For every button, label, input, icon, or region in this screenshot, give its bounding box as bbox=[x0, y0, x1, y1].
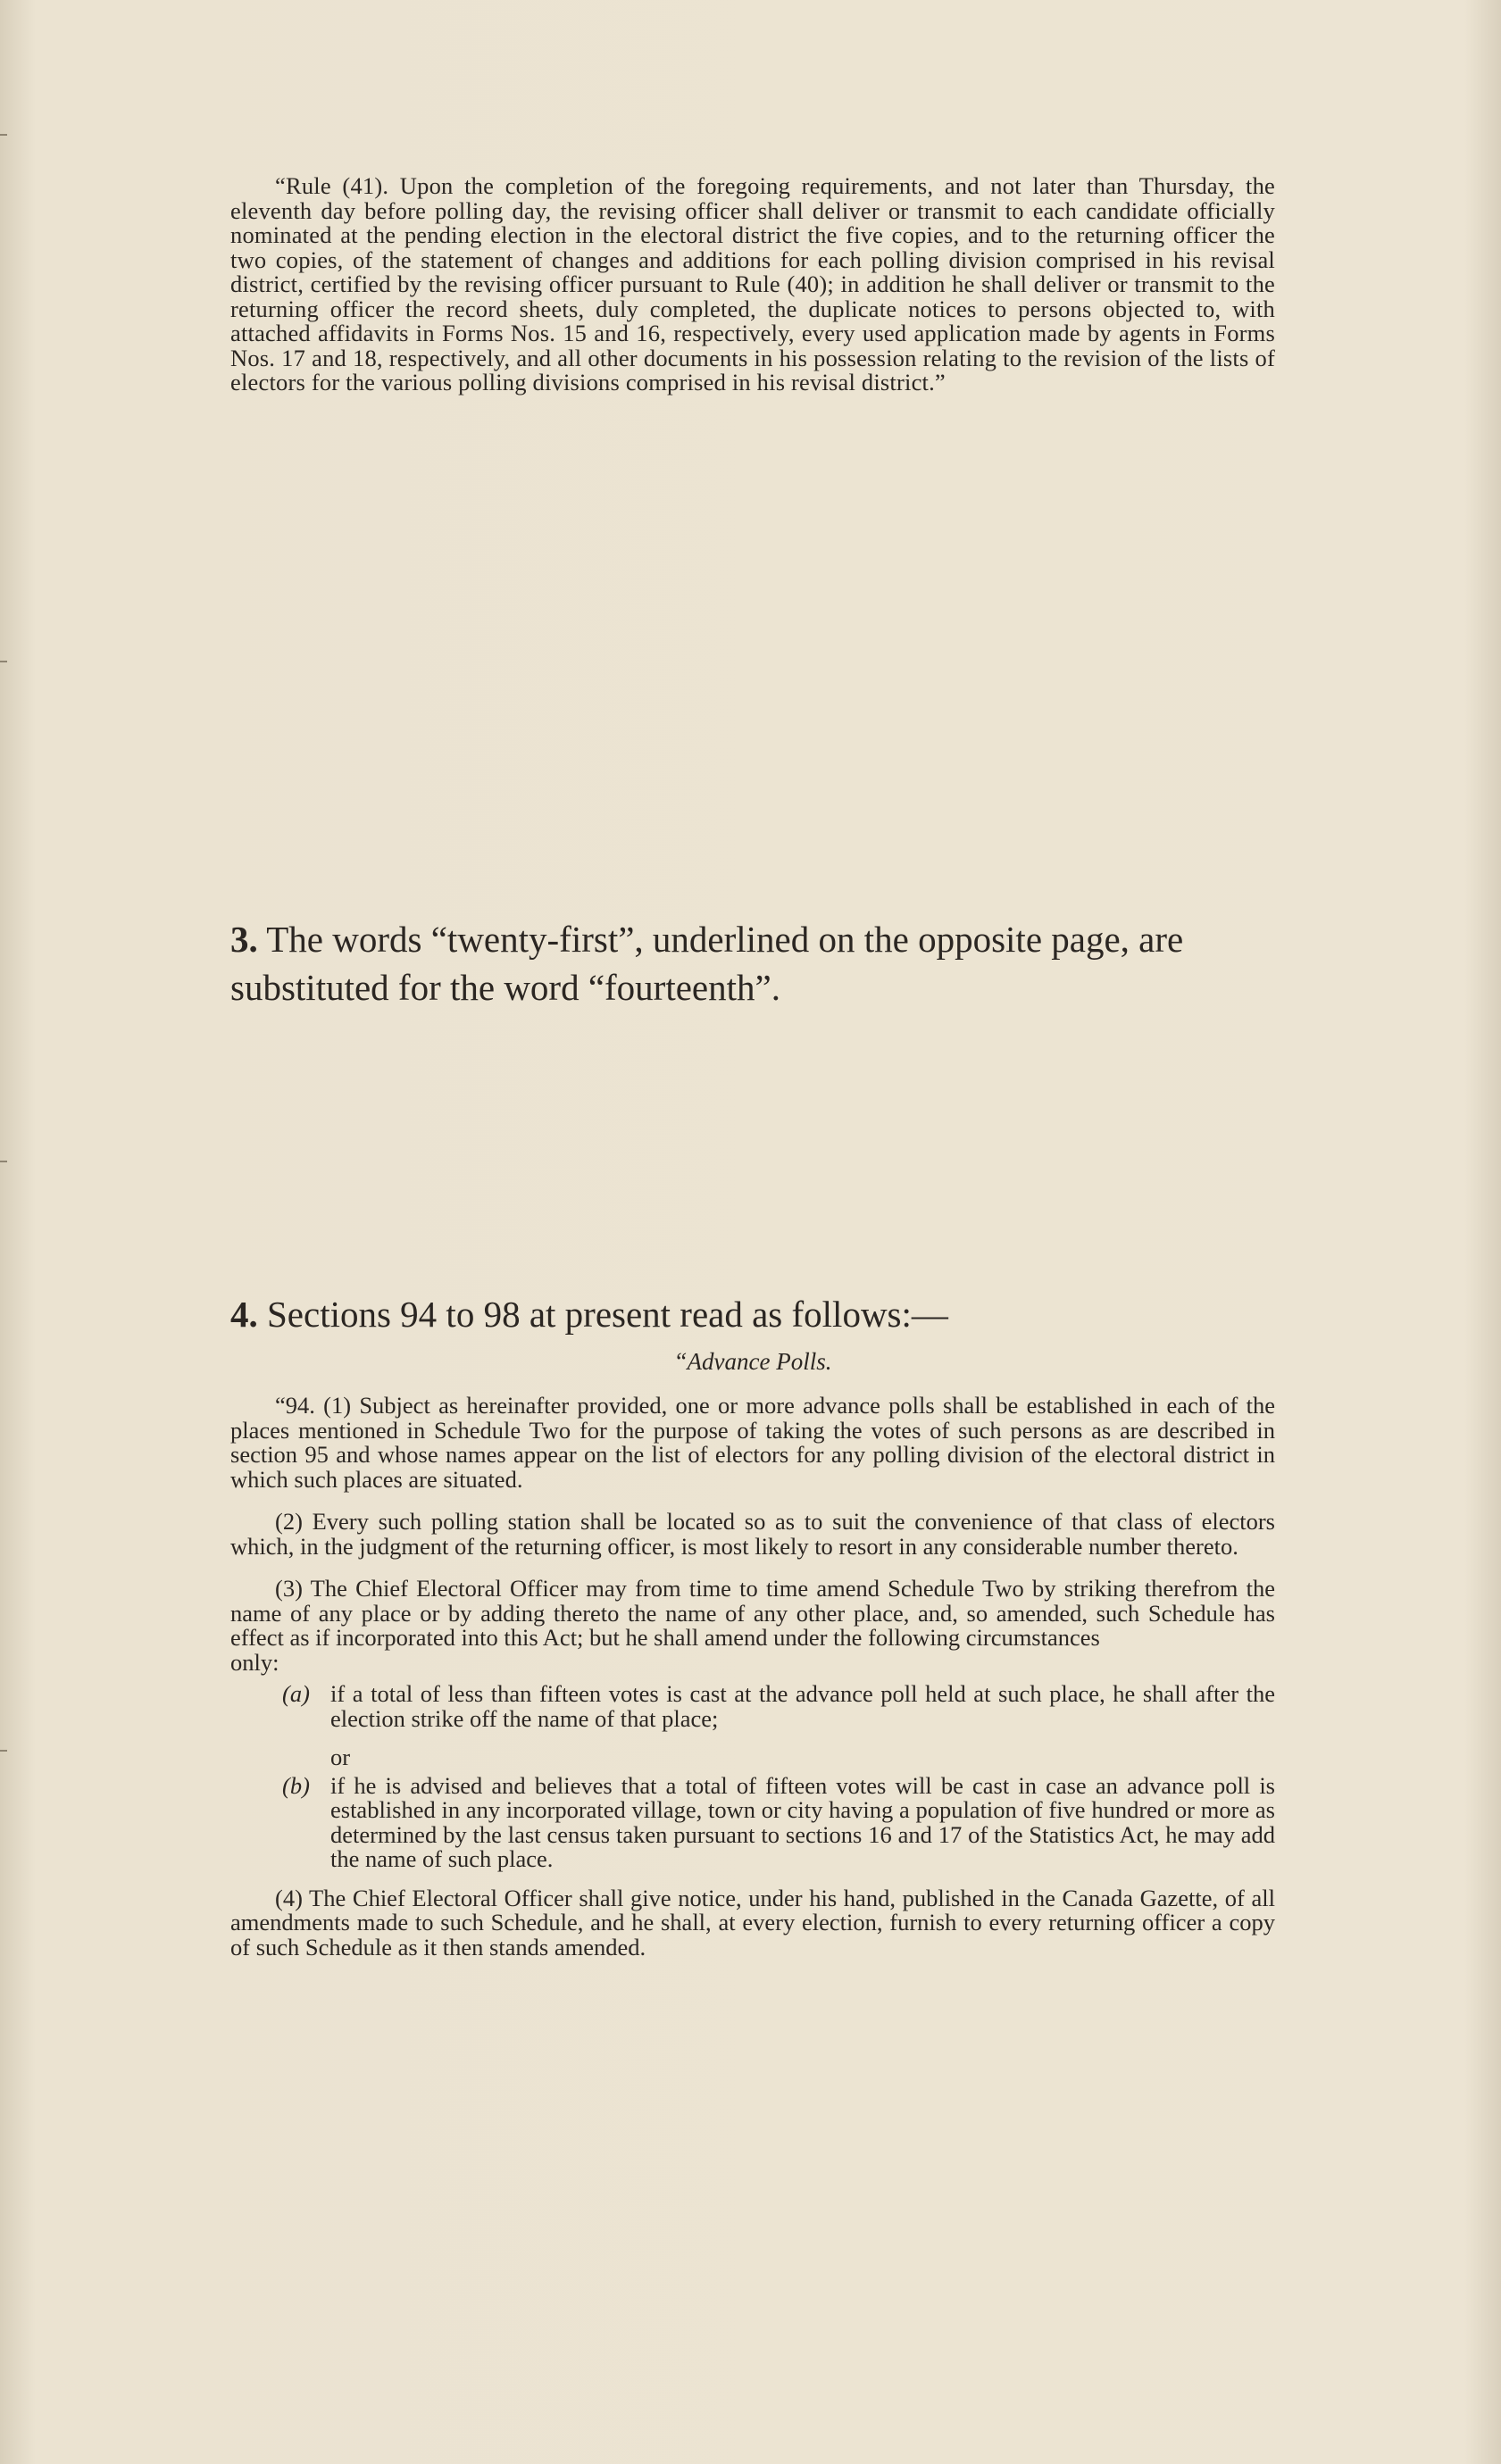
section-94-subsection-3: (3) The Chief Electoral Officer may from time to time amend Schedule Two by striking therefrom the name of any place or by adding thereto the name of any other place, and, so amended, such Schedule has effect as if incorporated into this Act; but he shall amend under the following circumstances bbox=[230, 1575, 1275, 1651]
or-connector: or bbox=[330, 1744, 351, 1770]
note-4-text: Sections 94 to 98 at present read as follows:— bbox=[267, 1294, 948, 1335]
section-94 bbox=[230, 1348, 1275, 1977]
item-b-text: if he is advised and believes that a total of fifteen votes will be cast in case an advance poll is established in any incorporated village, town or city having a population of five hundred or more as determined by the last census taken pursuant to sections 16 and 17 of the Statistics Act, he may add the name of such place. bbox=[330, 1771, 1275, 1872]
rule-41-paragraph bbox=[230, 174, 1275, 395]
list-item-a bbox=[282, 1682, 1275, 1731]
margin-mark bbox=[0, 1750, 7, 1752]
item-b-marker: (b) bbox=[282, 1771, 310, 1799]
section-94-subsection-2: (2) Every such polling station shall be located so as to suit the convenience of that class of electors which, in the judgment of the returning officer, is most likely to resort in any considerable number thereto. bbox=[230, 1508, 1275, 1560]
advance-polls-heading: “Advance Polls. bbox=[673, 1348, 832, 1375]
note-3 bbox=[230, 915, 1275, 1011]
note-3-text: The words “twenty-first”, underlined on the opposite page, are substituted for the word “fourteenth”. bbox=[230, 919, 1184, 1008]
rule-41-text: “Rule (41). Upon the completion of the foregoing requirements, and not later than Thursday, the eleventh day before polling day, the revising officer shall deliver or transmit to each candidate officially nominated at the pending election in the electoral district the five copies, and to the returning officer the two copies, of the statement of changes and additions for each polling division comprised in his revisal district, certified by the revising officer pursuant to Rule (40); in addition he shall deliver or transmit to the returning officer the record sheets, duly completed, the duplicate notices to persons objected to, with attached affidavits in Forms Nos. 15 and 16, respectively, every used application made by agents in Forms Nos. 17 and 18, respectively, and all other documents in his possession relating to the revision of the lists of electors for the various polling divisions comprised in his revisal district.” bbox=[230, 172, 1275, 395]
note-4-number: 4. bbox=[230, 1294, 258, 1335]
list-item-b bbox=[282, 1771, 1275, 1872]
section-94-subsection-4: (4) The Chief Electoral Officer shall give notice, under his hand, published in the Canada Gazette, of all amendments made to such Schedule, and he shall, at every election, furnish to every returning officer a copy of such Schedule as it then stands amended. bbox=[230, 1884, 1275, 1960]
note-3-number: 3. bbox=[230, 919, 258, 960]
item-a-text: if a total of less than fifteen votes is cast at the advance poll held at such place, he shall after the election strike off the name of that place; bbox=[330, 1680, 1275, 1732]
margin-mark bbox=[0, 134, 7, 136]
item-a-marker: (a) bbox=[282, 1680, 310, 1707]
section-94-subsection-1: “94. (1) Subject as hereinafter provided, one or more advance polls shall be established in each of the places mentioned in Schedule Two for the purpose of taking the votes of such persons as are described in section 95 and whose names appear on the list of electors for any polling division of the electoral district in which such places are situated. bbox=[230, 1392, 1275, 1493]
margin-mark bbox=[0, 661, 7, 662]
note-4 bbox=[230, 1290, 1275, 1338]
only-label: only: bbox=[230, 1648, 279, 1676]
margin-mark bbox=[0, 1161, 7, 1162]
